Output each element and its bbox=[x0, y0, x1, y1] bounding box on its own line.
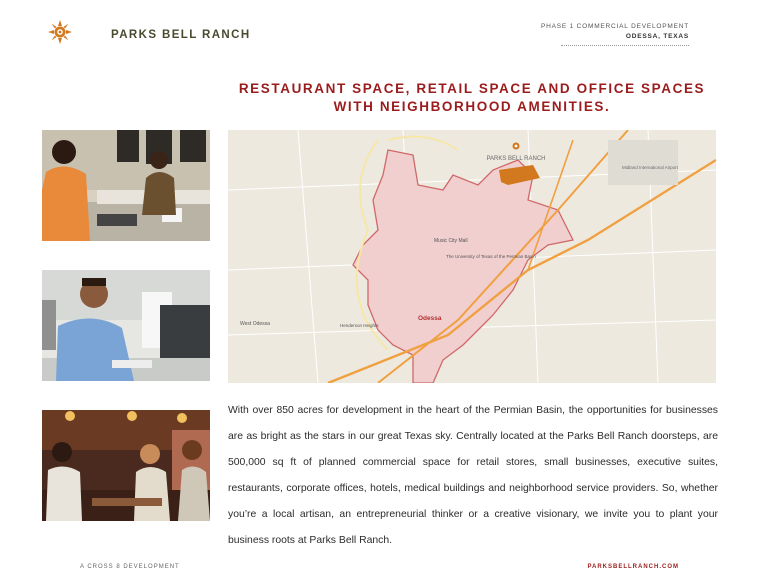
sunburst-logo-icon bbox=[48, 20, 72, 44]
headline-line-2: WITH NEIGHBORHOOD AMENITIES. bbox=[333, 99, 611, 114]
phase-info bbox=[541, 22, 689, 46]
parks-bell-ranch-logo bbox=[48, 20, 72, 44]
footer-website-link[interactable]: PARKSBELLRANCH.COM bbox=[587, 564, 679, 570]
photo-restaurant-counter bbox=[42, 130, 210, 241]
map-label-airport: Midland International Airport bbox=[622, 165, 679, 170]
map-label-west-odessa: West Odessa bbox=[240, 321, 270, 327]
body-paragraph: With over 850 acres for development in the heart of the Permian Basin, the opportunities for businesses are as bright as the stars in our great Texas sky. Centrally located at the Parks Bell Ranch doorsteps, are 500,000 sq ft of planned commercial space for retail stores, small businesses, executive suites, restaurants, corporate offices, hotels, medical buildings and neighborhood service providers. So, whether you’re a local artisan, an entrepreneurial thinker or a creative visionary, we invite you to plant your business roots at Parks Bell Ranch. bbox=[228, 405, 718, 546]
map-label-odessa: Odessa bbox=[418, 315, 442, 322]
footer-developer: A CROSS 8 DEVELOPMENT bbox=[80, 564, 180, 570]
map-label-music-city-mall: Music City Mall bbox=[434, 238, 468, 244]
phase-divider bbox=[561, 45, 689, 46]
photo-cafe-friends bbox=[42, 410, 210, 521]
headline-line-1: RESTAURANT SPACE, RETAIL SPACE AND OFFICE SPACES bbox=[238, 81, 706, 96]
map-label-parks-bell-ranch: PARKS BELL RANCH bbox=[486, 156, 546, 162]
page-headline bbox=[228, 80, 716, 116]
area-map bbox=[228, 130, 716, 383]
photo-office-worker bbox=[42, 270, 210, 381]
ranch-marker-icon bbox=[513, 143, 520, 150]
brand-name: PARKS BELL RANCH bbox=[111, 29, 251, 41]
phase-line: PHASE 1 COMMERCIAL DEVELOPMENT bbox=[540, 23, 689, 30]
airport-area bbox=[608, 140, 678, 185]
map-label-henderson-heights: Henderson Heights bbox=[340, 323, 379, 328]
location-line: ODESSA, TEXAS bbox=[625, 33, 689, 40]
map-label-university: The University of Texas of the Permian Basin bbox=[446, 254, 536, 259]
